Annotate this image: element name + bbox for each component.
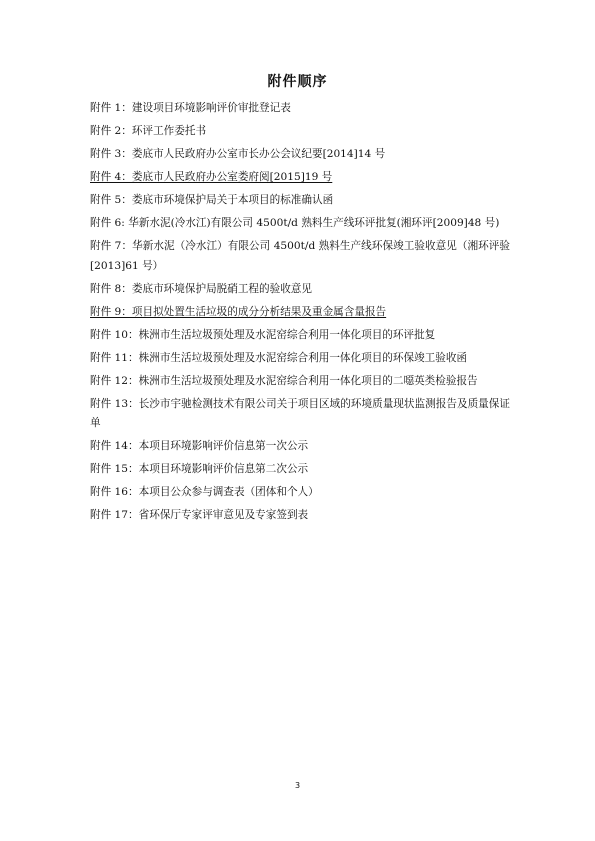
- attachment-list: [90, 99, 510, 529]
- page-number: 3: [294, 781, 301, 790]
- attachment-item-5: 附件 5：娄底市环境保护局关于本项目的标准确认函: [90, 194, 334, 206]
- attachment-item-12: 附件 12：株洲市生活垃圾预处理及水泥窑综合利用一体化项目的二噁英类检验报告: [90, 374, 478, 387]
- attachment-item-11: 附件 11：株洲市生活垃圾预处理及水泥窑综合利用一体化项目的环保竣工验收函: [90, 351, 468, 364]
- attachment-item-1: 附件 1：建设项目环境影响评价审批登记表: [90, 102, 291, 114]
- page-title: 附件顺序: [267, 74, 328, 90]
- attachment-item-16: 附件 16：本项目公众参与调查表（团体和个人）: [90, 486, 319, 498]
- attachment-item-2: 附件 2：环评工作委托书: [90, 125, 207, 137]
- attachment-item-10: 附件 10：株洲市生活垃圾预处理及水泥窑综合利用一体化项目的环评批复: [90, 328, 436, 341]
- attachment-item-15: 附件 15：本项目环境影响评价信息第二次公示: [90, 463, 309, 475]
- attachment-item-14: 附件 14：本项目环境影响评价信息第一次公示: [90, 440, 309, 452]
- attachment-item-4: 附件 4：娄底市人民政府办公室娄府阅[2015]19 号: [90, 171, 333, 183]
- attachment-item-17: 附件 17：省环保厅专家评审意见及专家签到表: [90, 509, 309, 521]
- attachment-item-6: 附件 6: 华新水泥(冷水江)有限公司 4500t/d 熟料生产线环评批复(湘环评[2009]48 号): [90, 217, 500, 229]
- attachment-item-8: 附件 8：娄底市环境保护局脱硝工程的验收意见: [90, 282, 312, 295]
- attachment-item-13: 附件 13：长沙市宇驰检测技术有限公司关于项目区域的环境质量现状监测报告及质量保证单: [90, 397, 510, 429]
- attachment-item-9: 附件 9：项目拟处置生活垃圾的成分分析结果及重金属含量报告: [90, 305, 387, 318]
- attachment-item-3: 附件 3：娄底市人民政府办公室市长办公会议纪要[2014]14 号: [90, 148, 386, 160]
- attachment-item-7: 附件 7：华新水泥（冷水江）有限公司 4500t/d 熟料生产线环保竣工验收意见（湘环评验[2013]61 号）: [90, 240, 510, 272]
